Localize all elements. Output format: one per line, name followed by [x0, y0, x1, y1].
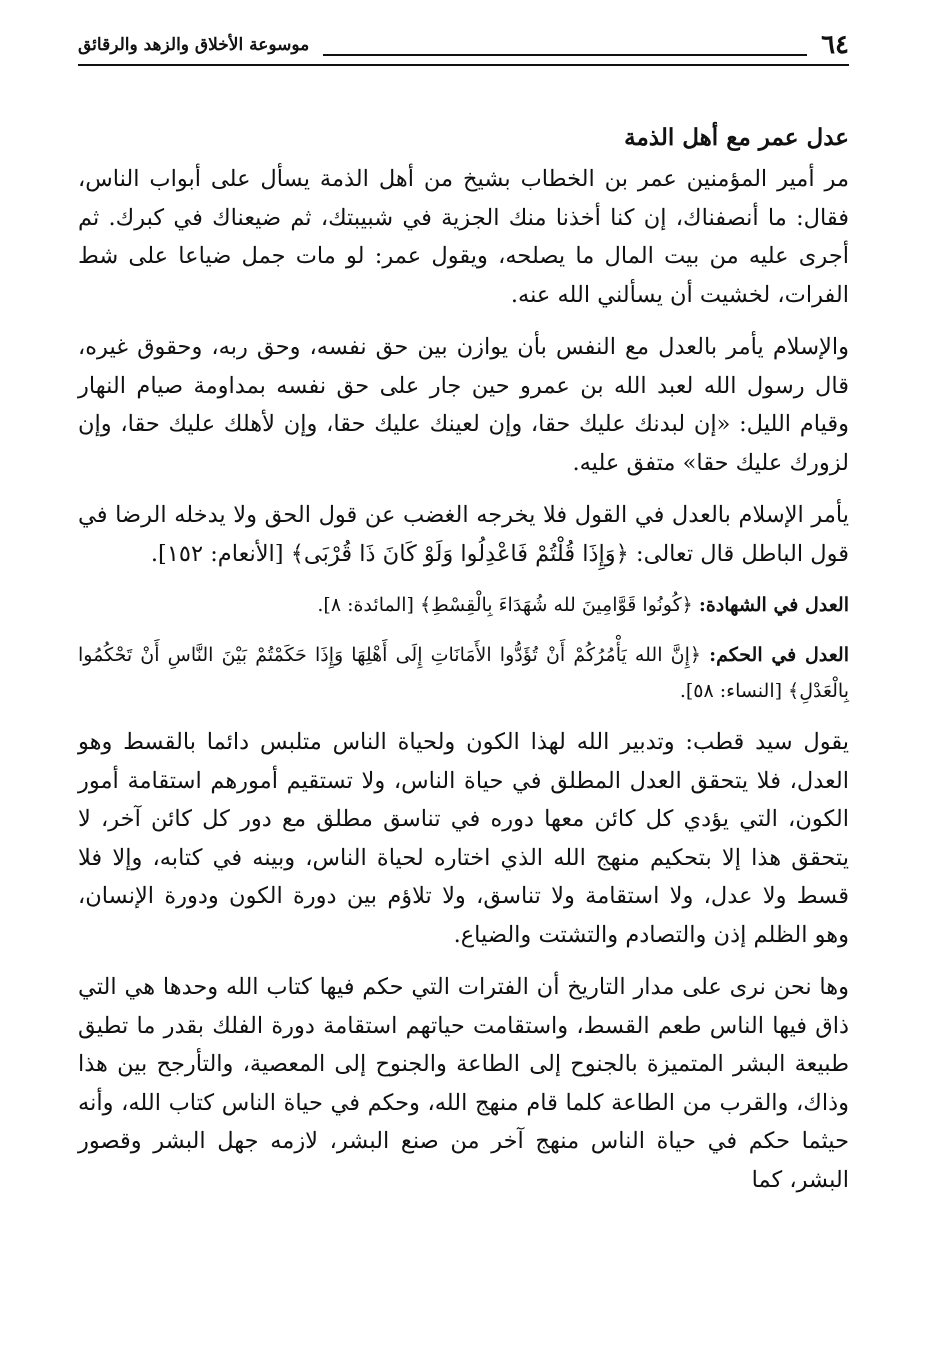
book-title: موسوعة الأخلاق والزهد والرقائق	[78, 34, 310, 55]
page-number: ٦٤	[821, 30, 849, 60]
ref-label: العدل في الشهادة:	[698, 594, 849, 617]
ref-label: العدل في الحكم:	[709, 644, 849, 667]
ref-verse: ﴿كُونُوا قَوَّامِينَ لله شُهَدَاءَ بِالْقِسْطِ﴾ [المائدة: ٨].	[317, 594, 693, 617]
paragraph-sayyid-qutb: يقول سيد قطب: وتدبير الله لهذا الكون ولحياة الناس متلبس دائما بالقسط وهو العدل، فلا يتحقق العدل المطلق في حياة الناس، ولا تستقيم أمورهم استقامة أمور الكون، التي يؤدي كل كائن معها دوره في تناسق مطلق مع دور كل كائن آخر، لا يتحقق هذا إلا بتحكيم منهج الله الذي اختاره لحياة الناس، وبينه في كتابه، وإلا فلا قسط ولا عدل، ولا استقامة ولا تناسق، ولا تلاؤم بين دورة الكون ودورة الإنسان، وهو الظلم إذن والتصادم والتشتت والضياع.	[78, 729, 849, 948]
ref-verse: ﴿إِنَّ الله يَأْمُرُكُمْ أَنْ تُؤَدُّوا الأَمَانَاتِ إِلَى أَهْلِهَا وَإِذَا حَكَمْتُمْ بَيْنَ النَّاسِ أَنْ تَحْكُمُوا بِالْعَدْلِ﴾ [النساء: ٥٨].	[78, 644, 849, 703]
ref-justice-testimony	[78, 587, 849, 623]
paragraph-justice-self: والإسلام يأمر بالعدل مع النفس بأن يوازن بين حق نفسه، وحق ربه، وحقوق غيره، قال رسول الله لعبد الله بن عمرو حين جار على حق نفسه بمداومة صيام النهار وقيام الليل: «إن لبدنك عليك حقا، وإن لعينك عليك حقا، وإن لأهلك عليك حقا، وإن لزورك عليك حقا» متفق عليه.	[78, 334, 849, 476]
running-header	[78, 28, 849, 66]
ref-justice-judgment	[78, 637, 849, 709]
paragraph-history: وها نحن نرى على مدار التاريخ أن الفترات التي حكم فيها كتاب الله وحدها هي التي ذاق فيها الناس طعم القسط، واستقامت حياتهم استقامة دورة الفلك بقدر ما تطيق طبيعة البشر المتميزة بالجنوح إلى الطاعة والجنوح إلى المعصية، والتأرجح بين هذا وذاك، والقرب من الطاعة كلما قام منهج الله، وحكم في حياة الناس كتاب الله، وأنه حيثما حكم في حياة الناس منهج آخر من صنع البشر، لازمه جهل البشر وقصور البشر، كما	[78, 974, 849, 1193]
section-title: عدل عمر مع أهل الذمة	[624, 124, 849, 151]
header-rule	[323, 54, 807, 56]
paragraph-justice-speech: يأمر الإسلام بالعدل في القول فلا يخرجه الغضب عن قول الحق ولا يدخله الرضا في قول الباطل قال تعالى: ﴿وَإِذَا قُلْتُمْ فَاعْدِلُوا وَلَوْ كَانَ ذَا قُرْبَى﴾ [الأنعام: ١٥٢].	[78, 502, 849, 567]
paragraph-umar-dhimmi: مر أمير المؤمنين عمر بن الخطاب بشيخ من أهل الذمة يسأل على أبواب الناس، فقال: ما أنصفناك، إن كنا أخذنا منك الجزية في شبيبتك، ثم ضيعناك في كبرك. ثم أجرى عليه من بيت المال ما يصلحه، ويقول عمر: لو مات جمل ضياعا على شط الفرات، لخشيت أن يسألني الله عنه.	[78, 166, 849, 308]
